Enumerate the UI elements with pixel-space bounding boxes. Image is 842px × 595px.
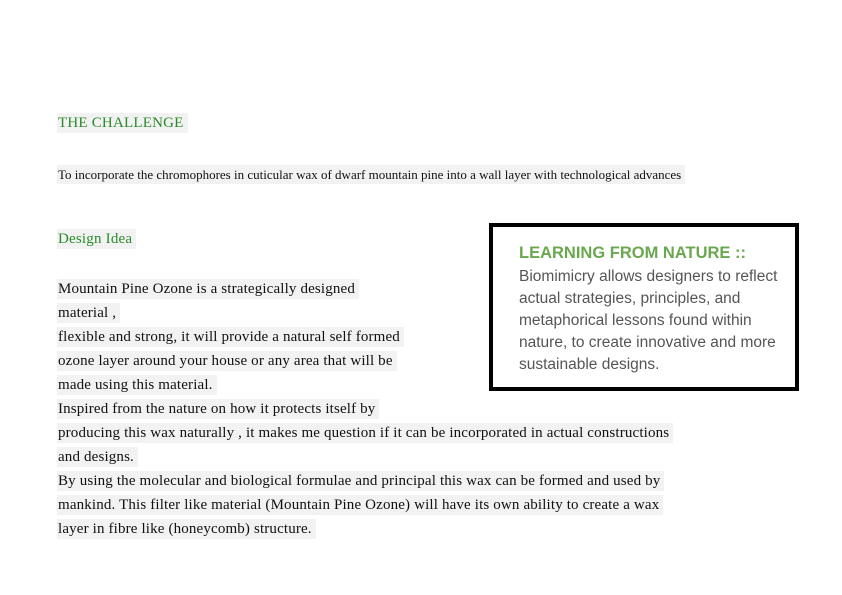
challenge-heading: THE CHALLENGE	[57, 115, 188, 132]
design-line: made using this material.	[57, 375, 217, 395]
nature-box-body: Biomimicry allows designers to reflect actual strategies, principles, and metaphorical lessons found within nature, to create innovative and more sustainable designs.	[519, 268, 778, 373]
design-line: material ,	[57, 303, 120, 323]
design-line: By using the molecular and biological formulae and principal this wax can be formed and used by	[57, 471, 664, 491]
design-idea-heading: Design Idea	[57, 231, 136, 248]
design-line: producing this wax naturally , it makes me question if it can be incorporated in actual constructions	[57, 423, 673, 443]
design-line: layer in fibre like (honeycomb) structure.	[57, 519, 316, 539]
design-line: Inspired from the nature on how it protects itself by	[57, 399, 379, 419]
design-line: ozone layer around your house or any area that will be	[57, 351, 397, 371]
nature-box-title: LEARNING FROM NATURE ::	[519, 244, 747, 262]
design-line: flexible and strong, it will provide a natural self formed	[57, 327, 404, 347]
learning-from-nature-box	[489, 223, 799, 391]
design-line: Mountain Pine Ozone is a strategically designed	[57, 279, 359, 299]
design-line: and designs.	[57, 447, 138, 467]
challenge-text: To incorporate the chromophores in cuticular wax of dwarf mountain pine into a wall layer with technological advances	[57, 163, 777, 186]
design-line: mankind. This filter like material (Mountain Pine Ozone) will have its own ability to create a wax	[57, 495, 663, 515]
